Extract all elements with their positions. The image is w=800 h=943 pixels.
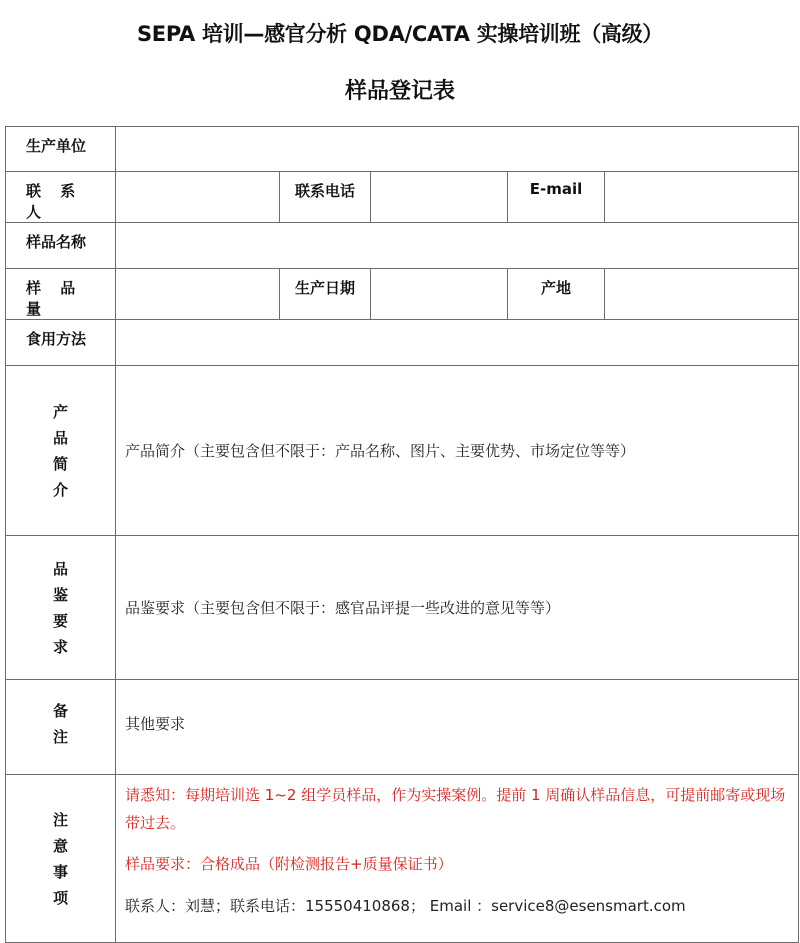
label-char: 品 [52, 428, 68, 447]
document-subtitle: 样品登记表 [344, 79, 455, 104]
contact-field[interactable] [116, 172, 280, 223]
label-char: 品 [52, 559, 68, 578]
document-title: SEPA 培训—感官分析 QDA/CATA 实操培训班（高级） [136, 22, 663, 46]
row-usage [6, 320, 799, 366]
email-label: E-mail [508, 172, 605, 223]
notes-label [6, 775, 116, 943]
label-char: 求 [52, 637, 68, 656]
row-notes [6, 775, 799, 943]
phone-field[interactable] [371, 172, 508, 223]
sample-qty-field[interactable] [116, 269, 280, 320]
sample-registration-table [5, 126, 799, 943]
producer-field[interactable] [116, 127, 799, 172]
sample-qty-label: 样 品 量 [6, 269, 116, 320]
notes-content [116, 775, 799, 943]
contact-label: 联 系 人 [6, 172, 116, 223]
row-sample-qty [6, 269, 799, 320]
product-intro-label [6, 366, 116, 536]
producer-label: 生产单位 [6, 127, 116, 172]
label-char: 鉴 [52, 585, 68, 604]
remarks-field[interactable]: 其他要求 [116, 680, 799, 775]
sample-name-field[interactable] [116, 223, 799, 269]
sample-name-label: 样品名称 [6, 223, 116, 269]
sample-requirement-text: 样品要求：合格成品（附检测报告+质量保证书） [125, 855, 453, 873]
usage-label: 食用方法 [6, 320, 116, 366]
production-date-field[interactable] [371, 269, 508, 320]
origin-field[interactable] [605, 269, 799, 320]
phone-label: 联系电话 [280, 172, 371, 223]
label-char: 项 [52, 888, 68, 907]
tasting-requirement-field[interactable]: 品鉴要求（主要包含但不限于：感官品评提一些改进的意见等等） [116, 536, 799, 680]
row-product-intro [6, 366, 799, 536]
label-char: 事 [52, 862, 68, 881]
label-char: 注 [52, 728, 68, 746]
row-producer [6, 127, 799, 172]
label-char: 意 [52, 836, 68, 855]
row-sample-name [6, 223, 799, 269]
tasting-requirement-label [6, 536, 116, 680]
row-tasting-requirement [6, 536, 799, 680]
label-char: 介 [52, 480, 68, 499]
label-char: 产 [52, 402, 68, 421]
row-contact [6, 172, 799, 223]
label-char: 备 [52, 702, 68, 720]
label-char: 注 [52, 810, 68, 829]
notice-text: 请悉知：每期培训选 1~2 组学员样品，作为实操案例。提前 1 周确认样品信息，可提前邮寄或现场带过去。 [125, 786, 786, 832]
label-char: 简 [52, 454, 68, 473]
label-char: 要 [52, 611, 68, 630]
production-date-label: 生产日期 [280, 269, 371, 320]
row-remarks [6, 680, 799, 775]
origin-label: 产地 [508, 269, 605, 320]
email-field[interactable] [605, 172, 799, 223]
remarks-label [6, 680, 116, 775]
product-intro-field[interactable]: 产品简介（主要包含但不限于：产品名称、图片、主要优势、市场定位等等） [116, 366, 799, 536]
contact-info-text: 联系人：刘慧；联系电话：15550410868； Email ：service8@esensmart.com [125, 897, 686, 915]
usage-field[interactable] [116, 320, 799, 366]
